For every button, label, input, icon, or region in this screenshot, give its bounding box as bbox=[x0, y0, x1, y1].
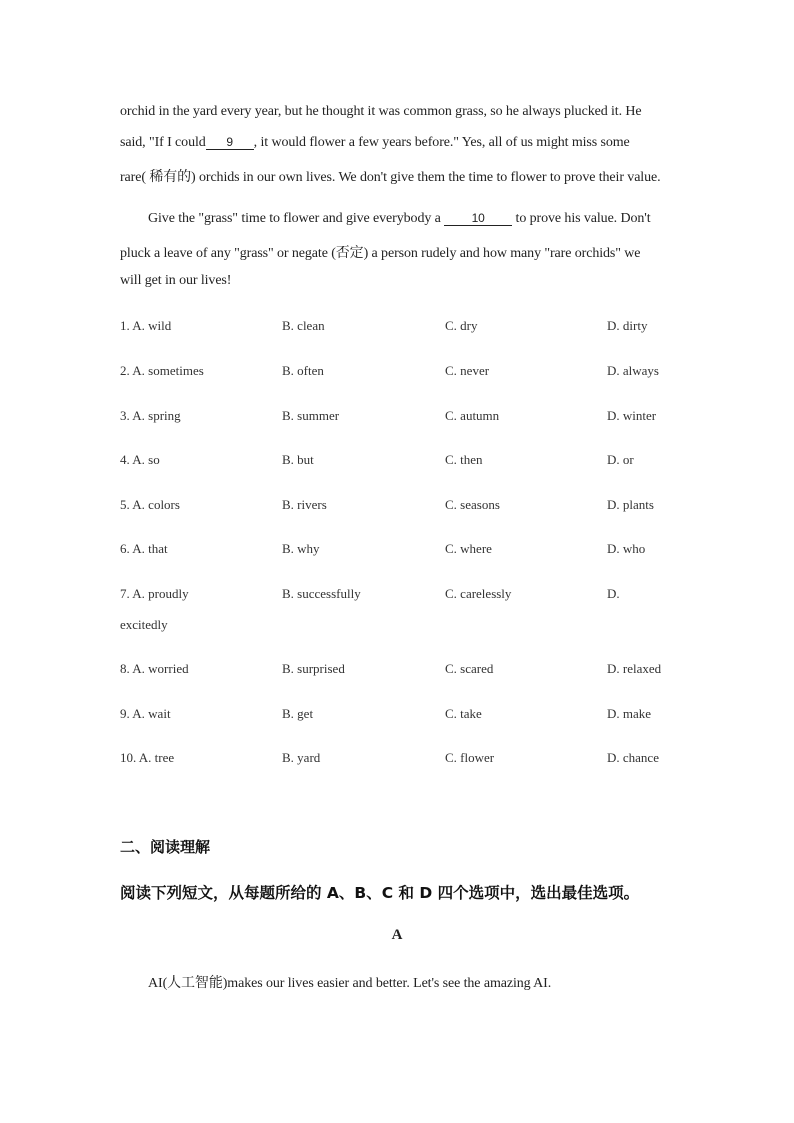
passage-letter: A bbox=[391, 927, 403, 943]
option-a: 4. A. so bbox=[120, 452, 160, 467]
option-d: D. relaxed bbox=[607, 661, 662, 676]
option-d: D. plants bbox=[607, 497, 654, 512]
option-b: B. but bbox=[282, 452, 314, 467]
option-d-wrap: excitedly bbox=[120, 617, 168, 632]
option-a: 5. A. colors bbox=[120, 497, 180, 512]
passage-line bbox=[148, 211, 651, 227]
option-c: C. autumn bbox=[445, 408, 500, 423]
option-c: C. then bbox=[445, 452, 483, 467]
option-a: 7. A. proudly bbox=[120, 586, 189, 601]
passage-text: , it would flower a few years before." Yes, all of us might miss some bbox=[253, 135, 630, 150]
option-a: 3. A. spring bbox=[120, 408, 181, 423]
option-b: B. clean bbox=[282, 318, 325, 333]
option-c: C. take bbox=[445, 706, 482, 721]
section-instruction: 阅读下列短文，从每题所给的 A、B、C 和 D 四个选项中，选出最佳选项。 bbox=[120, 884, 640, 902]
option-b: B. why bbox=[282, 541, 320, 556]
option-d: D. always bbox=[607, 363, 659, 378]
passage-intro: AI(人工智能)makes our lives easier and better. Let's see the amazing AI. bbox=[148, 976, 552, 991]
option-a: 6. A. that bbox=[120, 541, 168, 556]
option-c: C. never bbox=[445, 363, 490, 378]
option-c: C. scared bbox=[445, 661, 494, 676]
passage-line: orchid in the yard every year, but he thought it was common grass, so he always plucked it. He bbox=[120, 104, 642, 119]
passage-text: said, "If I could bbox=[120, 135, 206, 150]
passage-line: pluck a leave of any "grass" or negate (否定) a person rudely and how many "rare orchids" we bbox=[120, 246, 641, 261]
option-d: D. make bbox=[607, 706, 652, 721]
option-b: B. summer bbox=[282, 408, 340, 423]
option-b: B. often bbox=[282, 363, 324, 378]
option-c: C. carelessly bbox=[445, 586, 512, 601]
section-title: 二、阅读理解 bbox=[120, 838, 211, 856]
option-d: D. who bbox=[607, 541, 646, 556]
passage-line: will get in our lives! bbox=[120, 273, 232, 288]
option-c: C. flower bbox=[445, 750, 495, 765]
option-c: C. dry bbox=[445, 318, 478, 333]
passage-text: to prove his value. Don't bbox=[512, 211, 651, 226]
option-b: B. surprised bbox=[282, 661, 345, 676]
passage-text: Give the "grass" time to flower and give everybody a bbox=[148, 211, 445, 226]
option-c: C. where bbox=[445, 541, 492, 556]
option-b: B. get bbox=[282, 706, 314, 721]
blank-10: 10 bbox=[444, 212, 512, 226]
option-b: B. yard bbox=[282, 750, 321, 765]
passage-line bbox=[120, 135, 630, 151]
option-d: D. dirty bbox=[607, 318, 648, 333]
option-b: B. rivers bbox=[282, 497, 327, 512]
option-d: D. chance bbox=[607, 750, 659, 765]
option-a: 8. A. worried bbox=[120, 661, 189, 676]
option-d: D. winter bbox=[607, 408, 657, 423]
option-a: 9. A. wait bbox=[120, 706, 171, 721]
option-c: C. seasons bbox=[445, 497, 500, 512]
option-a: 1. A. wild bbox=[120, 318, 172, 333]
option-d: D. or bbox=[607, 452, 634, 467]
option-a: 2. A. sometimes bbox=[120, 363, 204, 378]
option-d: D. bbox=[607, 586, 620, 601]
option-b: B. successfully bbox=[282, 586, 361, 601]
blank-9: 9 bbox=[206, 136, 254, 150]
option-a: 10. A. tree bbox=[120, 750, 175, 765]
passage-line: rare( 稀有的) orchids in our own lives. We don't give them the time to flower to prove their value. bbox=[120, 170, 661, 185]
